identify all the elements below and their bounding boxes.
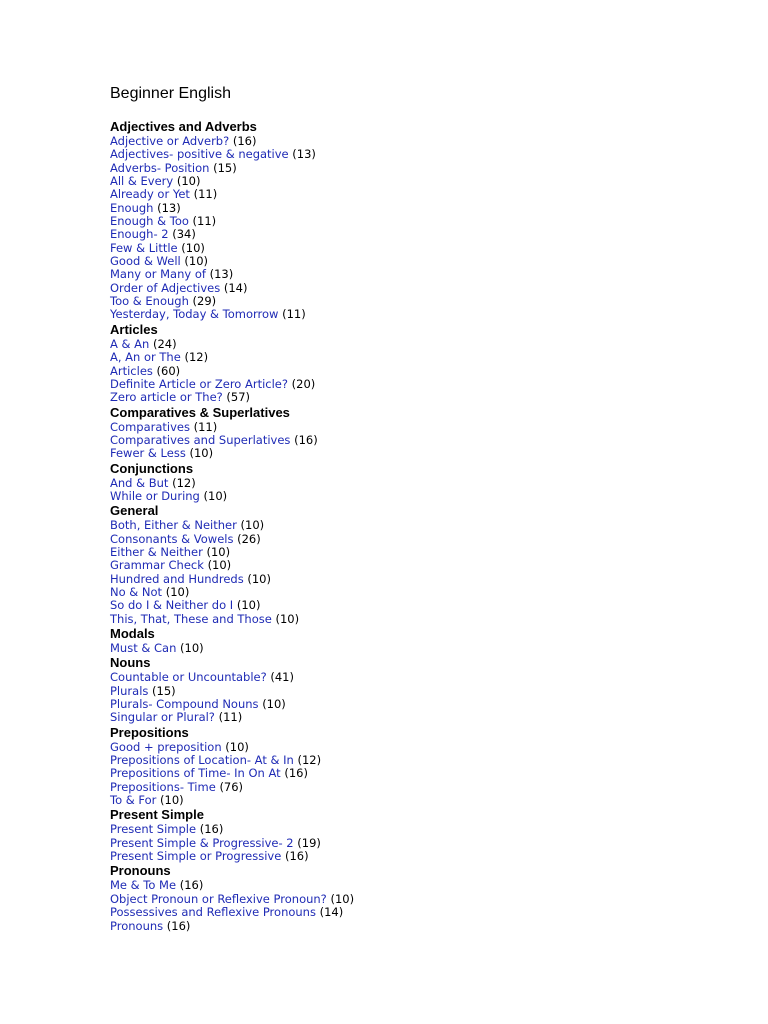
topic-link[interactable]: Me & To Me xyxy=(110,878,177,893)
topic-link[interactable]: No & Not xyxy=(110,584,163,599)
exercise-count: (34) xyxy=(172,227,196,242)
topic-link[interactable]: Enough & Too xyxy=(110,214,189,229)
section-heading: Conjunctions xyxy=(110,460,194,476)
section-heading: Comparatives & Superlatives xyxy=(110,404,290,420)
topic-link[interactable]: Fewer & Less xyxy=(110,446,186,461)
topic-link[interactable]: Zero article or The? xyxy=(110,390,223,405)
exercise-count: (14) xyxy=(319,905,344,920)
topic-link[interactable]: Order of Adjectives xyxy=(110,280,221,295)
page-title: Beginner English xyxy=(110,85,231,102)
list-item xyxy=(110,228,750,241)
topic-list xyxy=(110,642,750,655)
topic-link[interactable]: Plurals- Compound Nouns xyxy=(110,697,259,712)
topic-link[interactable]: Possessives and Reflexive Pronouns xyxy=(110,905,316,920)
list-item xyxy=(110,378,750,391)
exercise-count: (10) xyxy=(225,739,249,754)
list-item xyxy=(110,879,750,892)
exercise-count: (10) xyxy=(206,544,231,559)
list-item xyxy=(110,893,750,906)
topic-link[interactable]: This, That, These and Those xyxy=(110,611,272,626)
exercise-count: (10) xyxy=(262,697,286,712)
topic-link[interactable]: Too & Enough xyxy=(110,294,189,309)
list-item xyxy=(110,434,750,447)
exercise-count: (15) xyxy=(152,683,176,698)
exercise-count: (57) xyxy=(226,390,251,405)
topic-link[interactable]: Object Pronoun or Reflexive Pronoun? xyxy=(110,891,327,906)
topic-link[interactable]: Hundred and Hundreds xyxy=(110,571,244,586)
list-item xyxy=(110,391,750,404)
list-item xyxy=(110,850,750,863)
list-item xyxy=(110,781,750,794)
exercise-count: (12) xyxy=(184,350,209,365)
topic-link[interactable]: Already or Yet xyxy=(110,187,190,202)
exercise-count: (11) xyxy=(193,419,218,434)
topic-link[interactable]: Adjective or Adverb? xyxy=(110,134,230,148)
list-item xyxy=(110,573,750,586)
exercise-count: (10) xyxy=(247,571,271,586)
topic-link[interactable]: Comparatives and Superlatives xyxy=(110,432,291,447)
topic-section xyxy=(110,405,750,461)
topic-list xyxy=(110,519,750,626)
list-item xyxy=(110,741,750,754)
topic-link[interactable]: Adjectives- positive & negative xyxy=(110,147,289,162)
topic-list xyxy=(110,823,750,863)
section-heading: Present Simple xyxy=(110,807,204,823)
topic-link[interactable]: Prepositions of Location- At & In xyxy=(110,753,294,768)
exercise-count: (24) xyxy=(152,336,177,351)
list-item xyxy=(110,308,750,321)
list-item xyxy=(110,175,750,188)
topic-list xyxy=(110,879,750,932)
section-heading: Pronouns xyxy=(110,863,171,879)
topic-sections xyxy=(110,119,750,933)
list-item xyxy=(110,613,750,626)
list-item xyxy=(110,546,750,559)
exercise-count: (16) xyxy=(284,766,308,781)
list-item xyxy=(110,559,750,572)
topic-link[interactable]: Enough xyxy=(110,200,154,215)
exercise-count: (10) xyxy=(160,793,184,808)
exercise-count: (10) xyxy=(330,891,355,906)
topic-link[interactable]: Both, Either & Neither xyxy=(110,518,237,533)
list-item xyxy=(110,295,750,308)
topic-section xyxy=(110,322,750,405)
topic-link[interactable]: Good & Well xyxy=(110,254,181,269)
exercise-count: (16) xyxy=(232,134,257,148)
list-item xyxy=(110,477,750,490)
exercise-count: (10) xyxy=(275,611,300,626)
exercise-count: (16) xyxy=(166,918,191,933)
exercise-count: (16) xyxy=(179,878,204,893)
list-item xyxy=(110,599,750,612)
list-item xyxy=(110,698,750,711)
section-heading: Articles xyxy=(110,321,158,337)
topic-link[interactable]: Present Simple xyxy=(110,822,197,837)
exercise-count: (20) xyxy=(291,376,316,391)
topic-link[interactable]: A & An xyxy=(110,336,150,351)
topic-link[interactable]: Adverbs- Position xyxy=(110,160,210,175)
list-item xyxy=(110,823,750,836)
exercise-count: (11) xyxy=(192,214,217,229)
list-item xyxy=(110,586,750,599)
list-item xyxy=(110,685,750,698)
section-heading: Adjectives and Adverbs xyxy=(110,119,257,134)
exercise-count: (10) xyxy=(184,254,208,269)
list-item xyxy=(110,906,750,919)
list-item xyxy=(110,268,750,281)
list-item xyxy=(110,671,750,684)
topic-link[interactable]: Countable or Uncountable? xyxy=(110,670,267,685)
topic-list xyxy=(110,741,750,808)
exercise-count: (10) xyxy=(165,584,190,599)
topic-link[interactable]: Yesterday, Today & Tomorrow xyxy=(110,307,279,322)
document-page xyxy=(110,84,750,933)
topic-list xyxy=(110,477,750,504)
topic-link[interactable]: Good + preposition xyxy=(110,739,222,754)
exercise-count: (11) xyxy=(282,307,306,322)
topic-link[interactable]: Must & Can xyxy=(110,641,177,655)
topic-section xyxy=(110,863,750,932)
list-item xyxy=(110,421,750,434)
topic-link[interactable]: Singular or Plural? xyxy=(110,710,215,725)
list-item xyxy=(110,794,750,807)
list-item xyxy=(110,711,750,724)
exercise-count: (16) xyxy=(294,432,318,447)
topic-link[interactable]: Pronouns xyxy=(110,918,164,933)
exercise-count: (26) xyxy=(237,531,261,546)
list-item xyxy=(110,338,750,351)
exercise-count: (12) xyxy=(172,475,196,490)
list-item xyxy=(110,162,750,175)
topic-list xyxy=(110,135,750,322)
exercise-count: (29) xyxy=(192,294,217,309)
topic-link[interactable]: Few & Little xyxy=(110,240,178,255)
exercise-count: (11) xyxy=(193,187,218,202)
exercise-count: (13) xyxy=(209,267,234,282)
topic-link[interactable]: To & For xyxy=(110,793,157,808)
topic-link[interactable]: Grammar Check xyxy=(110,558,204,573)
topic-list xyxy=(110,671,750,724)
exercise-count: (10) xyxy=(181,240,205,255)
exercise-count: (13) xyxy=(157,200,181,215)
exercise-count: (16) xyxy=(199,822,224,837)
topic-link[interactable]: Either & Neither xyxy=(110,544,203,559)
list-item xyxy=(110,351,750,364)
exercise-count: (15) xyxy=(213,160,237,175)
exercise-count: (13) xyxy=(292,147,316,162)
topic-list xyxy=(110,338,750,405)
topic-link[interactable]: Present Simple & Progressive- 2 xyxy=(110,835,294,850)
exercise-count: (11) xyxy=(218,710,243,725)
exercise-count: (10) xyxy=(203,488,228,503)
topic-link[interactable]: Prepositions- Time xyxy=(110,779,216,794)
exercise-count: (14) xyxy=(223,280,248,295)
topic-link[interactable]: Many or Many of xyxy=(110,267,206,282)
exercise-count: (10) xyxy=(176,174,201,189)
topic-link[interactable]: A, An or The xyxy=(110,350,181,365)
section-heading: Modals xyxy=(110,626,155,641)
topic-link[interactable]: Prepositions of Time- In On At xyxy=(110,766,281,781)
section-heading: General xyxy=(110,503,159,519)
list-item xyxy=(110,215,750,228)
topic-section xyxy=(110,807,750,863)
exercise-count: (19) xyxy=(297,835,321,850)
list-item xyxy=(110,754,750,767)
section-heading: Nouns xyxy=(110,655,151,671)
list-item xyxy=(110,365,750,378)
topic-link[interactable]: Present Simple or Progressive xyxy=(110,849,282,864)
exercise-count: (10) xyxy=(189,446,214,461)
list-item xyxy=(110,202,750,215)
list-item xyxy=(110,642,750,655)
topic-section xyxy=(110,503,750,626)
topic-link[interactable]: Plurals xyxy=(110,683,149,698)
topic-link[interactable]: While or During xyxy=(110,488,200,503)
topic-link[interactable]: All & Every xyxy=(110,174,174,189)
topic-link[interactable]: And & But xyxy=(110,475,169,490)
topic-section xyxy=(110,626,750,655)
exercise-count: (10) xyxy=(180,641,204,655)
list-item xyxy=(110,920,750,933)
topic-link[interactable]: So do I & Neither do I xyxy=(110,598,234,613)
exercise-count: (10) xyxy=(240,518,265,533)
list-item xyxy=(110,533,750,546)
list-item xyxy=(110,519,750,532)
list-item xyxy=(110,282,750,295)
topic-link[interactable]: Enough- 2 xyxy=(110,227,169,242)
list-item xyxy=(110,242,750,255)
section-heading: Prepositions xyxy=(110,724,189,740)
topic-section xyxy=(110,655,750,724)
list-item xyxy=(110,490,750,503)
exercise-count: (41) xyxy=(270,670,294,685)
exercise-count: (60) xyxy=(156,363,181,378)
topic-link[interactable]: Articles xyxy=(110,363,153,378)
topic-link[interactable]: Consonants & Vowels xyxy=(110,531,234,546)
topic-link[interactable]: Comparatives xyxy=(110,419,190,434)
list-item xyxy=(110,767,750,780)
exercise-count: (12) xyxy=(297,753,322,768)
exercise-count: (10) xyxy=(236,598,261,613)
list-item xyxy=(110,837,750,850)
list-item xyxy=(110,148,750,161)
list-item xyxy=(110,447,750,460)
topic-link[interactable]: Definite Article or Zero Article? xyxy=(110,376,288,391)
topic-section xyxy=(110,725,750,808)
exercise-count: (10) xyxy=(207,558,232,573)
list-item xyxy=(110,135,750,148)
list-item xyxy=(110,255,750,268)
exercise-count: (76) xyxy=(219,779,244,794)
exercise-count: (16) xyxy=(284,849,309,864)
topic-section xyxy=(110,461,750,504)
topic-list xyxy=(110,421,750,461)
list-item xyxy=(110,188,750,201)
topic-section xyxy=(110,119,750,322)
